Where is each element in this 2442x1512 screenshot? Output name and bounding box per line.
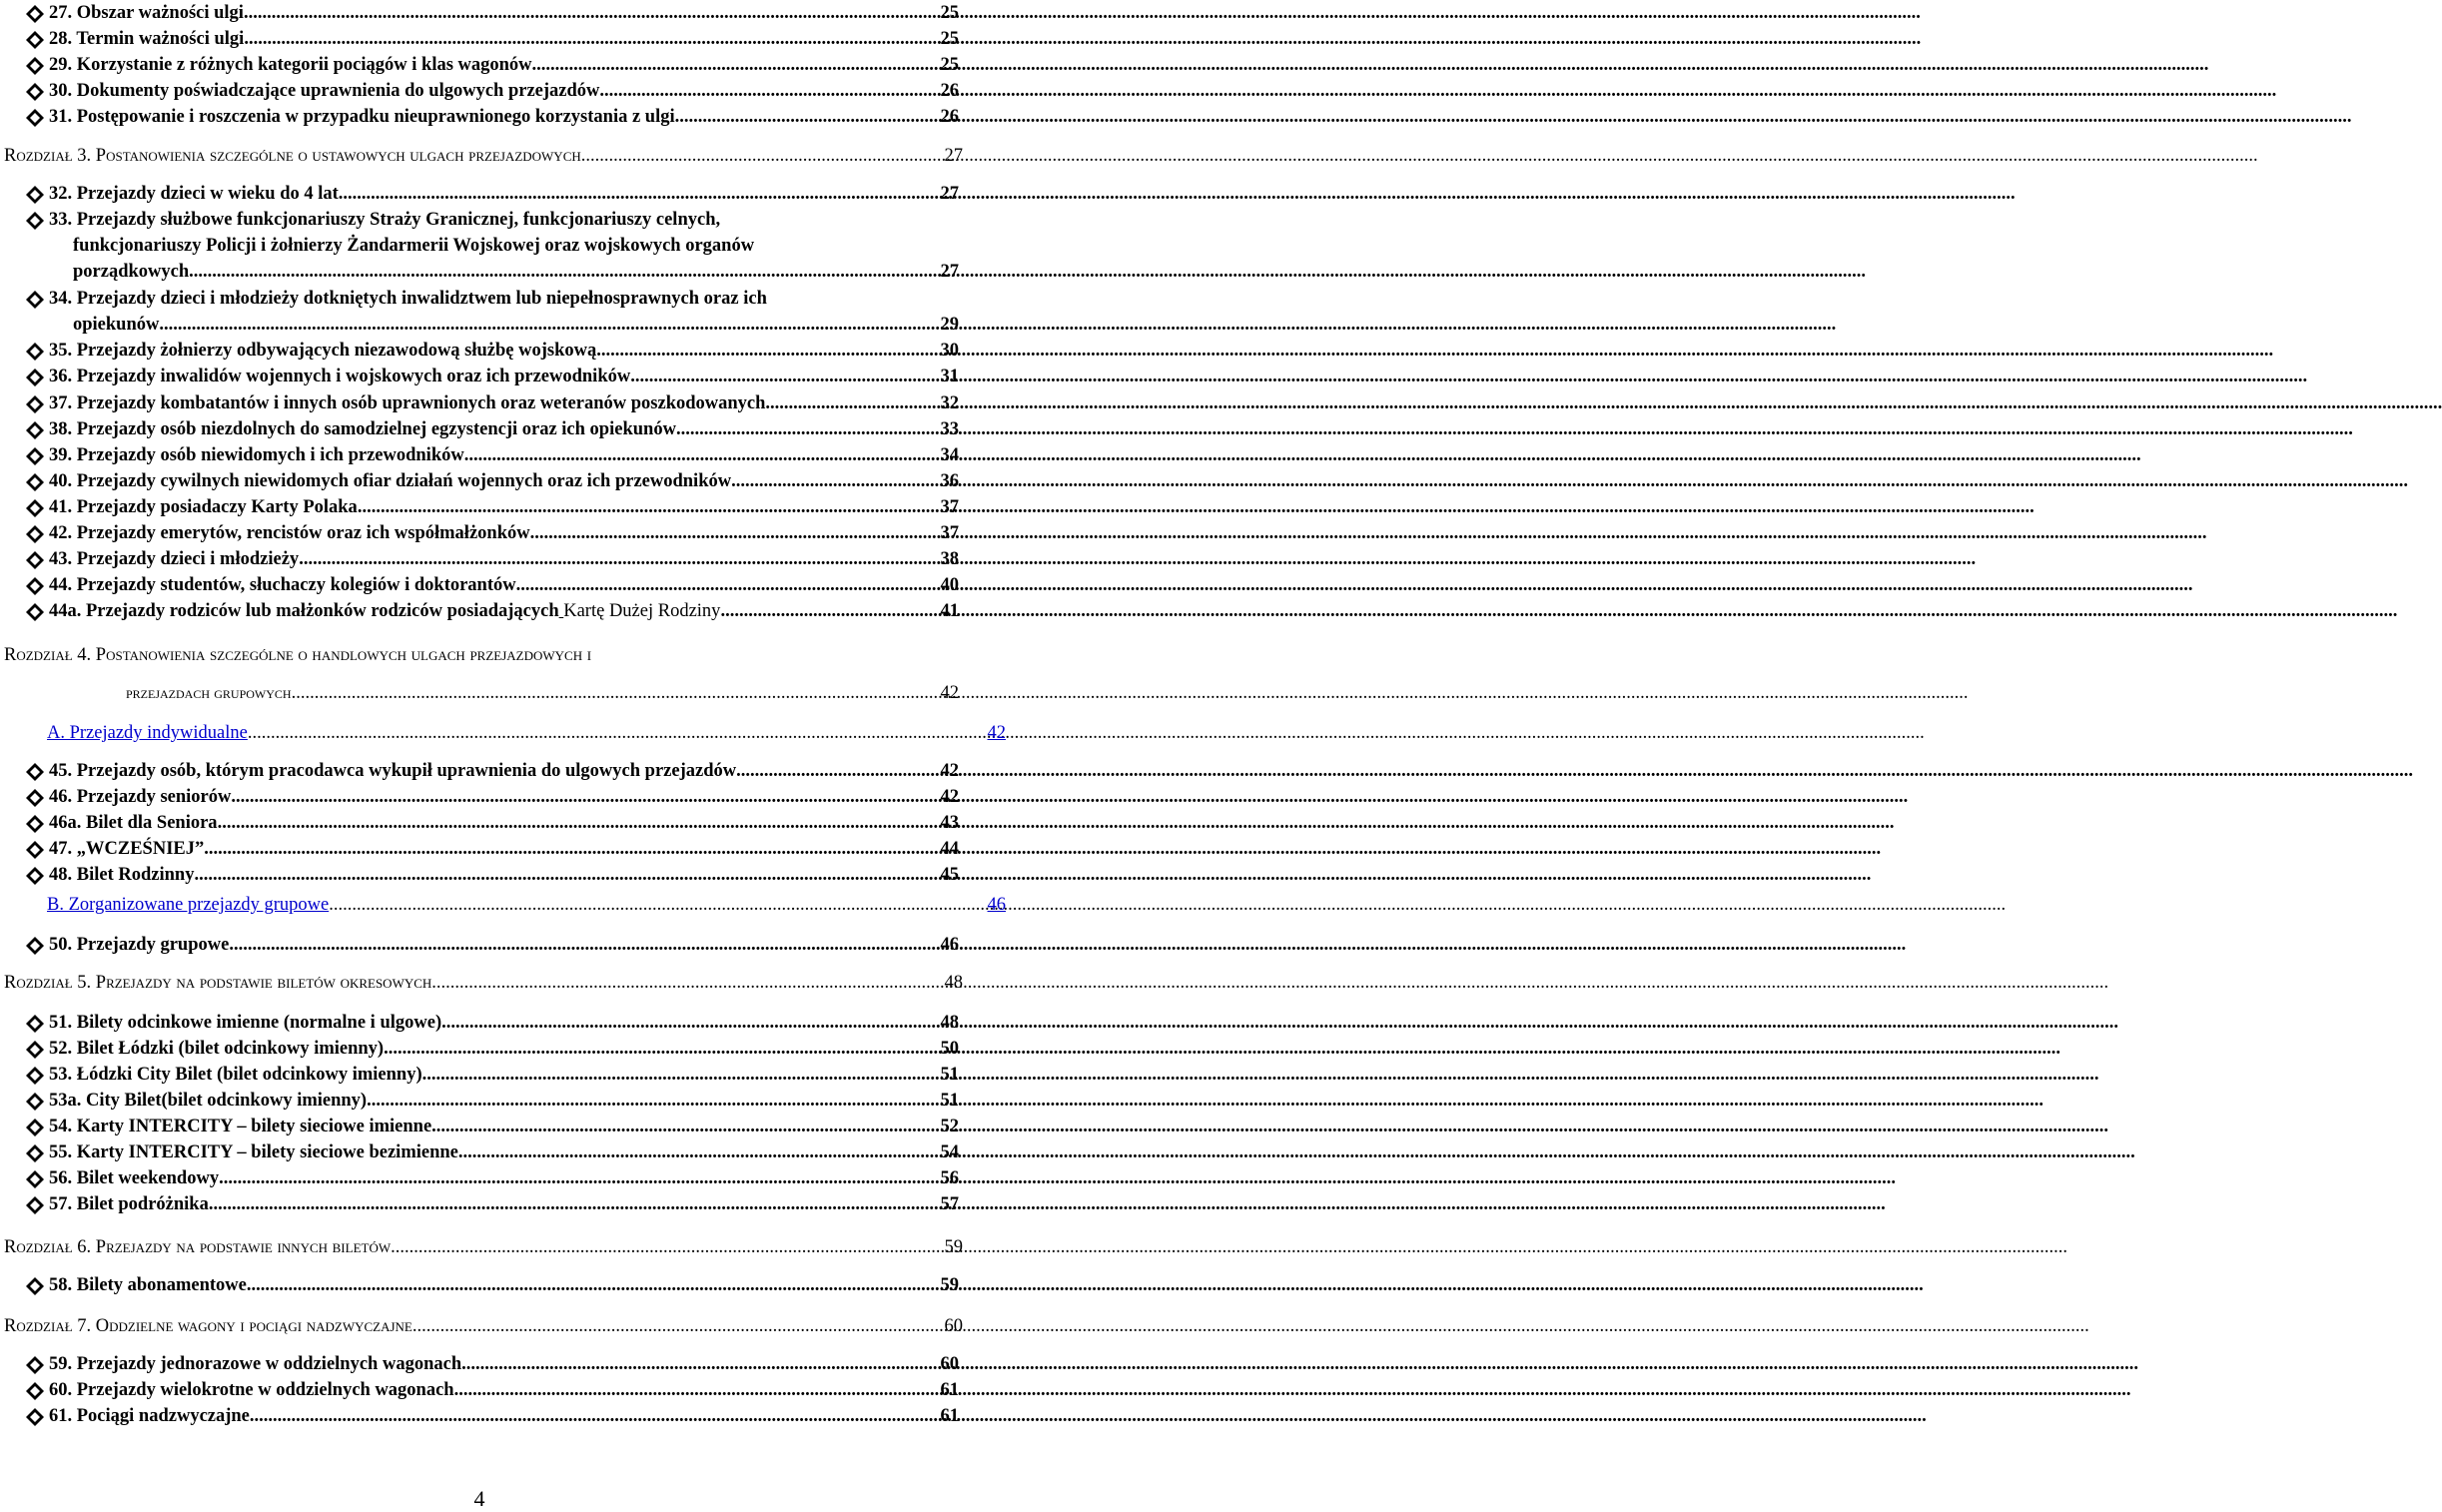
toc-row (0, 970, 963, 996)
dot-leader (231, 784, 938, 810)
entry-title: 29. Korzystanie z różnych kategorii pociągów i klas wagonów (49, 55, 532, 75)
toc-entry-line[interactable] (47, 720, 1006, 746)
page-ref: 44 (940, 839, 959, 859)
toc-entry-line[interactable] (0, 758, 959, 784)
toc-row (0, 1351, 959, 1377)
page-ref: 59 (940, 1275, 959, 1295)
entry-title: B. Zorganizowane przejazdy grupowe (47, 895, 330, 915)
toc-entry-line[interactable] (0, 598, 959, 624)
bullet-diamond-icon (25, 1407, 45, 1427)
toc-entry-line[interactable] (0, 338, 959, 364)
page-ref: 48 (940, 1013, 959, 1033)
toc-entry-line[interactable] (0, 1403, 959, 1429)
page-ref: 52 (940, 1117, 959, 1136)
entry-title: 37. Przejazdy kombatantów i innych osób uprawnionych oraz weteranów poszkodowanych (49, 393, 766, 413)
toc-entry-line[interactable] (0, 1272, 959, 1298)
toc-row (0, 1191, 959, 1217)
toc-row (0, 364, 959, 389)
page-ref: 56 (940, 1168, 959, 1188)
page-ref: 27 (940, 262, 959, 282)
page-ref: 30 (940, 341, 959, 361)
page-ref: 51 (940, 1065, 959, 1085)
toc-entry-line[interactable] (0, 1351, 959, 1377)
toc-entry-line[interactable] (0, 364, 959, 389)
page-ref: 59 (944, 1237, 963, 1257)
toc-entry-line[interactable] (0, 1191, 959, 1217)
bullet-diamond-icon (25, 1118, 45, 1137)
entry-title: 61. Pociągi nadzwyczajne (49, 1406, 250, 1426)
entry-title: 39. Przejazdy osób niewidomych i ich przewodników (49, 445, 464, 465)
entry-title: 41. Przejazdy posiadaczy Karty Polaka (49, 497, 358, 517)
toc-row (0, 390, 959, 416)
page-ref: 61 (940, 1380, 959, 1400)
toc-entry-line[interactable] (0, 181, 959, 207)
toc-entry-line[interactable] (0, 836, 959, 862)
page-ref: 48 (944, 973, 963, 993)
bullet-diamond-icon (25, 936, 45, 956)
bullet-diamond-icon (25, 82, 45, 102)
bullet-diamond-icon (25, 866, 45, 886)
toc-row (0, 892, 1006, 918)
dot-leader (676, 416, 939, 442)
bullet-diamond-icon (25, 1040, 45, 1060)
dot-leader (720, 598, 938, 624)
dot-leader (516, 572, 939, 598)
toc-entry-line[interactable] (0, 1377, 959, 1403)
entry-title: 52. Bilet Łódzki (bilet odcinkowy imienny) (49, 1039, 385, 1059)
dot-leader (461, 1351, 938, 1377)
page-ref: 34 (940, 445, 959, 465)
toc-row (0, 207, 959, 285)
entry-title: 32. Przejazdy dzieci w wieku do 4 lat (49, 184, 339, 204)
dot-leader (458, 1139, 939, 1165)
bullet-diamond-icon (25, 814, 45, 834)
entry-title: 43. Przejazdy dzieci i młodzieży (49, 549, 300, 569)
entry-title-normal: Kartę Dużej Rodziny (563, 601, 721, 621)
toc-row (0, 1010, 959, 1036)
toc-row (0, 1036, 959, 1062)
dot-leader (339, 181, 939, 207)
toc-row (0, 181, 959, 207)
entry-title: Rozdział 7. Oddzielne wagony i pociągi nadzwyczajne (4, 1316, 412, 1336)
dot-leader (248, 720, 986, 746)
toc-entry-line[interactable] (0, 26, 959, 52)
toc-entry-line[interactable] (0, 259, 959, 285)
dot-leader (731, 468, 938, 494)
page-ref: 37 (940, 497, 959, 517)
entry-title: 55. Karty INTERCITY – bilety sieciowe bezimienne (49, 1142, 458, 1162)
dot-leader (454, 1377, 939, 1403)
toc-entry-line[interactable] (4, 970, 963, 996)
bullet-diamond-icon (25, 342, 45, 362)
toc-row (0, 286, 959, 338)
page-ref: 25 (940, 55, 959, 75)
bullet-diamond-icon (25, 394, 45, 414)
toc-row (0, 546, 959, 572)
toc-row (0, 1403, 959, 1429)
bullet-diamond-icon (25, 524, 45, 544)
toc-row (0, 1272, 959, 1298)
toc-entry-line[interactable] (0, 1139, 959, 1165)
page-ref: 37 (940, 523, 959, 543)
bullet-diamond-icon (25, 1276, 45, 1296)
page-ref: 26 (940, 107, 959, 127)
bullet-diamond-icon (25, 498, 45, 518)
bullet-diamond-icon (25, 1381, 45, 1401)
page-ref: 46 (940, 935, 959, 955)
toc-row (0, 1139, 959, 1165)
page-ref: 31 (940, 367, 959, 386)
dot-leader (422, 1062, 939, 1088)
entry-title: 42. Przejazdy emerytów, rencistów oraz ich współmałżonków (49, 523, 530, 543)
page-ref: 36 (940, 471, 959, 491)
entry-title: 60. Przejazdy wielokrotne w oddzielnych wagonach (49, 1380, 454, 1400)
dot-leader (358, 494, 939, 520)
toc-entry-line[interactable] (0, 52, 959, 78)
entry-title: 45. Przejazdy osób, którym pracodawca wykupił uprawnienia do ulgowych przejazdów (49, 761, 737, 781)
entry-title: 59. Przejazdy jednorazowe w oddzielnych wagonach (49, 1354, 462, 1374)
toc-row (0, 1313, 963, 1339)
entry-title: 48. Bilet Rodzinny (49, 865, 195, 885)
dot-leader (218, 810, 939, 836)
page-ref: 41 (940, 601, 959, 621)
toc-entry-line-wrap: funkcjonariuszy Policji i żołnierzy Żandarmerii Wojskowej oraz wojskowych organów (73, 236, 755, 256)
entry-title: 28. Termin ważności ulgi (49, 29, 245, 49)
page-ref: 51 (940, 1091, 959, 1111)
bullet-diamond-icon (25, 1143, 45, 1163)
toc-row (0, 1114, 959, 1139)
toc-entry-line[interactable] (47, 892, 1006, 918)
bullet-diamond-icon (25, 1355, 45, 1375)
toc-row (0, 932, 959, 958)
toc-entry-line[interactable] (0, 784, 959, 810)
bullet-diamond-icon (25, 290, 45, 310)
toc-entry-line[interactable] (0, 312, 959, 338)
entry-title: Rozdział 3. Postanowienia szczególne o ustawowych ulgach przejazdowych (4, 146, 581, 166)
toc-row (0, 784, 959, 810)
page-ref: 25 (940, 29, 959, 49)
dot-leader (244, 0, 939, 26)
toc-row (0, 494, 959, 520)
page-ref: 54 (940, 1142, 959, 1162)
page-ref: 33 (940, 419, 959, 439)
entry-title: 47. „WCZEŚNIEJ” (49, 839, 205, 859)
bullet-diamond-icon (25, 762, 45, 782)
entry-title: 40. Przejazdy cywilnych niewidomych ofiar działań wojennych oraz ich przewodników (49, 471, 732, 491)
dot-leader (391, 1234, 942, 1260)
toc-row (0, 520, 959, 546)
page-number: 4 (473, 1486, 485, 1511)
entry-title: porządkowych (73, 262, 190, 282)
toc-row (0, 1377, 959, 1403)
dot-leader (599, 78, 938, 104)
dot-leader (530, 520, 939, 546)
bullet-diamond-icon (25, 788, 45, 808)
entry-title: 57. Bilet podróżnika (49, 1194, 209, 1214)
toc-entry-line[interactable] (0, 104, 959, 130)
page-ref: 42 (940, 761, 959, 781)
toc-row (0, 862, 959, 888)
page-ref: 43 (940, 813, 959, 833)
toc-entry-line[interactable] (0, 572, 959, 598)
entry-title: Rozdział 6. Przejazdy na podstawie innych biletów (4, 1237, 392, 1257)
dot-leader (675, 104, 939, 130)
toc-row (0, 836, 959, 862)
toc-entry-line[interactable] (0, 810, 959, 836)
toc-entry-line-wrap: 33. Przejazdy służbowe funkcjonariuszy Straży Granicznej, funkcjonariuszy celnych, (49, 210, 721, 230)
toc-entry-line[interactable] (0, 442, 959, 468)
bullet-diamond-icon (25, 472, 45, 492)
entry-title: 51. Bilety odcinkowe imienne (normalne i ulgowe) (49, 1013, 442, 1033)
toc-entry-line[interactable] (0, 390, 959, 416)
page-ref: 42 (940, 683, 959, 703)
toc-row (0, 338, 959, 364)
entry-title: 46a. Bilet dla Seniora (49, 813, 218, 833)
page-ref: 42 (940, 787, 959, 807)
bullet-diamond-icon (25, 602, 45, 622)
toc-row (0, 1234, 963, 1260)
toc-entry-line[interactable] (4, 1313, 963, 1339)
toc-entry-line[interactable] (4, 143, 963, 169)
dot-leader (736, 758, 938, 784)
bullet-diamond-icon (25, 108, 45, 128)
bullet-diamond-icon (25, 211, 45, 231)
dot-leader (194, 862, 938, 888)
dot-leader (630, 364, 938, 389)
dot-leader (464, 442, 939, 468)
bullet-diamond-icon (25, 420, 45, 440)
toc-row (0, 104, 959, 130)
bullet-diamond-icon (25, 368, 45, 387)
entry-title: 53a. City Bilet(bilet odcinkowy imienny) (49, 1091, 368, 1111)
entry-title: przejazdach grupowych (126, 683, 292, 702)
toc-entry-line[interactable] (0, 0, 959, 26)
toc-entry-line[interactable] (0, 1088, 959, 1114)
entry-title: 50. Przejazdy grupowe (49, 935, 230, 955)
toc-entry-line[interactable] (0, 520, 959, 546)
toc-row (0, 1062, 959, 1088)
toc-row (0, 1088, 959, 1114)
dot-leader (244, 26, 938, 52)
dot-leader (765, 390, 938, 416)
entry-title: opiekunów (73, 315, 160, 335)
toc-row (0, 0, 959, 26)
dot-leader (384, 1036, 938, 1062)
toc-entry-line[interactable] (0, 546, 959, 572)
dot-leader (247, 1272, 939, 1298)
toc-entry-line[interactable] (0, 494, 959, 520)
entry-title: 27. Obszar ważności ulgi (49, 3, 244, 23)
toc-row (0, 598, 959, 624)
bullet-diamond-icon (25, 1092, 45, 1112)
toc-entry-line[interactable] (4, 1234, 963, 1260)
page-ref: 26 (940, 81, 959, 101)
entry-title: 30. Dokumenty poświadczające uprawnienia do ulgowych przejazdów (49, 81, 600, 101)
bullet-diamond-icon (25, 185, 45, 205)
toc-row (0, 758, 959, 784)
toc-entry-line[interactable] (0, 416, 959, 442)
toc-row (0, 810, 959, 836)
toc-entry-line[interactable] (0, 862, 959, 888)
toc-entry-line[interactable] (0, 1062, 959, 1088)
dot-leader (431, 1114, 938, 1139)
entry-title: 31. Postępowanie i roszczenia w przypadku nieuprawnionego korzystania z ulgi (49, 107, 675, 127)
page-ref: 50 (940, 1039, 959, 1059)
toc-entry-line-wrap: Rozdział 4. Postanowienia szczególne o handlowych ulgach przejazdowych i (4, 645, 592, 665)
bullet-diamond-icon (25, 56, 45, 76)
page-ref: 57 (940, 1194, 959, 1214)
dot-leader (250, 1403, 939, 1429)
toc-entry-line[interactable] (0, 680, 959, 706)
toc-row (0, 52, 959, 78)
toc-entry-line[interactable] (0, 1114, 959, 1139)
entry-title: Rozdział 5. Przejazdy na podstawie biletów okresowych (4, 973, 432, 993)
dot-leader (412, 1313, 943, 1339)
dot-leader (189, 259, 938, 285)
dot-leader (209, 1191, 939, 1217)
toc-row (0, 642, 963, 668)
dot-leader (367, 1088, 938, 1114)
page-ref: 46 (987, 895, 1006, 915)
bullet-diamond-icon (25, 1014, 45, 1034)
dot-leader (581, 143, 943, 169)
bullet-diamond-icon (25, 1195, 45, 1215)
toc-row (0, 26, 959, 52)
bullet-diamond-icon (25, 4, 45, 24)
dot-leader (441, 1010, 938, 1036)
dot-leader (292, 680, 939, 706)
toc-entry-line-wrap: 34. Przejazdy dzieci i młodzieży dotkniętych inwalidztwem lub niepełnosprawnych oraz ich (49, 289, 767, 309)
entry-title: 54. Karty INTERCITY – bilety sieciowe imienne (49, 1117, 432, 1136)
toc-row (0, 720, 1006, 746)
toc-row (0, 143, 963, 169)
entry-title: 44a. Przejazdy rodziców lub małżonków rodziców posiadających (49, 601, 559, 621)
toc-row (0, 416, 959, 442)
dot-leader (299, 546, 938, 572)
toc-entry-line[interactable] (0, 1165, 959, 1191)
entry-title: A. Przejazdy indywidualne (47, 723, 248, 743)
dot-leader (229, 932, 938, 958)
page-ref: 25 (940, 3, 959, 23)
entry-title: 56. Bilet weekendowy (49, 1168, 220, 1188)
toc-entry-line[interactable] (0, 468, 959, 494)
page-ref: 38 (940, 549, 959, 569)
bullet-diamond-icon (25, 550, 45, 570)
toc-entry-line[interactable] (0, 1036, 959, 1062)
entry-title: 44. Przejazdy studentów, słuchaczy kolegiów i doktorantów (49, 575, 516, 595)
dot-leader (431, 970, 942, 996)
page-ref: 61 (940, 1406, 959, 1426)
toc-row (0, 442, 959, 468)
entry-title: 35. Przejazdy żołnierzy odbywających niezawodową służbę wojskową (49, 341, 597, 361)
bullet-diamond-icon (25, 840, 45, 860)
entry-title: 53. Łódzki City Bilet (bilet odcinkowy imienny) (49, 1065, 422, 1085)
toc-row (0, 1165, 959, 1191)
page-ref: 42 (987, 723, 1006, 743)
toc-row (0, 680, 959, 706)
page-ref: 32 (940, 393, 959, 413)
page-ref: 60 (944, 1316, 963, 1336)
entry-title: 38. Przejazdy osób niezdolnych do samodzielnej egzystencji oraz ich opiekunów (49, 419, 676, 439)
entry-title: 46. Przejazdy seniorów (49, 787, 232, 807)
toc-row (0, 78, 959, 104)
bullet-diamond-icon (25, 446, 45, 466)
entry-title: 58. Bilety abonamentowe (49, 1275, 247, 1295)
dot-leader (532, 52, 939, 78)
bullet-diamond-icon (25, 576, 45, 596)
page-ref: 27 (940, 184, 959, 204)
page-ref: 27 (944, 146, 963, 166)
toc-entry-line[interactable] (0, 78, 959, 104)
toc-row (0, 572, 959, 598)
toc-entry-line[interactable] (0, 1010, 959, 1036)
dot-leader (159, 312, 938, 338)
page-ref: 60 (940, 1354, 959, 1374)
toc-row (0, 468, 959, 494)
entry-title: 36. Przejazdy inwalidów wojennych i wojskowych oraz ich przewodników (49, 367, 631, 386)
dot-leader (329, 892, 985, 918)
dot-leader (219, 1165, 938, 1191)
page-ref: 40 (940, 575, 959, 595)
dot-leader (596, 338, 938, 364)
page-ref: 29 (940, 315, 959, 335)
bullet-diamond-icon (25, 1066, 45, 1086)
page-ref: 45 (940, 865, 959, 885)
dot-leader (204, 836, 938, 862)
toc-entry-line[interactable] (0, 932, 959, 958)
bullet-diamond-icon (25, 30, 45, 50)
bullet-diamond-icon (25, 1169, 45, 1189)
